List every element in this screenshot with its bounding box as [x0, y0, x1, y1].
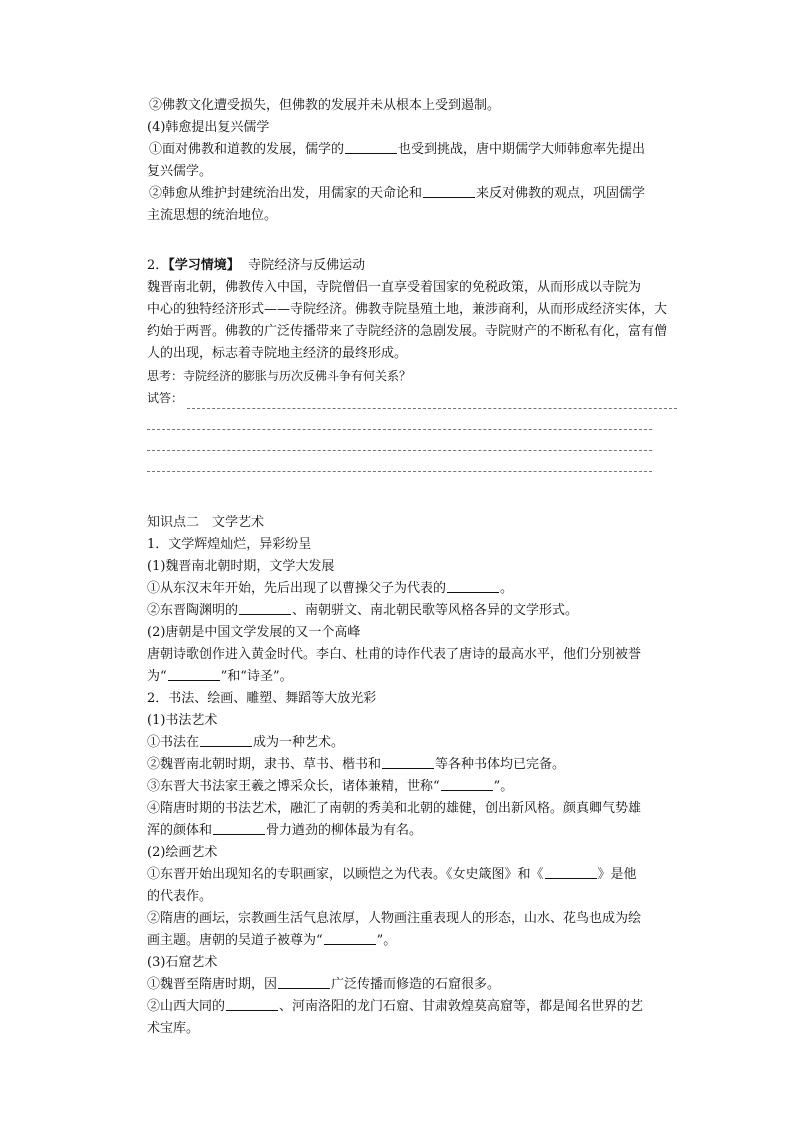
fill-blank[interactable] — [213, 822, 265, 835]
text-segment: 》是他 — [597, 867, 637, 882]
text-segment: 为“ — [147, 669, 167, 684]
section-title: 寺院经济与反佛运动 — [248, 258, 366, 273]
section-heading: 1．文学辉煌灿烂，异彩纷呈 — [147, 537, 312, 552]
text-line — [147, 666, 677, 688]
text-segment: ②韩愈从维护封建统治出发，用儒家的天命论和 — [149, 186, 423, 201]
text-segment: 等各种书体均已完备。 — [435, 757, 566, 772]
text-line — [147, 754, 677, 776]
text-segment: 广泛传播而修造的石窟很多。 — [331, 977, 501, 992]
text-segment: 骨力遒劲的柳体最为有名。 — [266, 823, 423, 838]
text-segment: 、河南洛阳的龙门石窟、甘肃敦煌莫高窟等，都是闻名世界的艺 — [279, 999, 644, 1014]
question: 思考：寺院经济的膨胀与历次反佛斗争有何关系？ — [147, 369, 412, 383]
fill-blank[interactable] — [423, 185, 475, 198]
text-line: 术宝库。 — [147, 1021, 200, 1036]
answer-line[interactable] — [147, 451, 652, 472]
section-heading — [147, 255, 677, 277]
page-content — [147, 95, 677, 1040]
fill-blank[interactable] — [200, 734, 252, 747]
text-segment: 画主题。唐朝的吴道子被尊为“ — [147, 933, 323, 948]
text-line — [147, 776, 677, 798]
fill-blank[interactable] — [168, 668, 220, 681]
text-segment: ②魏晋南北朝时期，隶书、草书、楷书和 — [147, 757, 382, 772]
text-segment: ①书法在 — [147, 735, 200, 750]
text-segment: ”。 — [376, 933, 397, 948]
subsection-heading: (3)石窟艺术 — [147, 955, 218, 970]
fill-blank[interactable] — [447, 580, 499, 593]
fill-blank[interactable] — [278, 976, 330, 989]
text-line — [147, 732, 677, 754]
text-line: ②佛教文化遭受损失，但佛教的发展并未从根本上受到遏制。 — [149, 98, 501, 113]
text-segment: 浑的颜体和 — [147, 823, 213, 838]
text-segment: ③东晋大书法家王羲之博采众长，诸体兼精，世称“ — [147, 779, 440, 794]
text-line: 的代表作。 — [147, 889, 213, 904]
fill-blank[interactable] — [382, 756, 434, 769]
text-segment: ①从东汉末年开始，先后出现了以曹操父子为代表的 — [147, 581, 447, 596]
paragraph-line: 约始于两晋。佛教的广泛传播带来了寺院经济的急剧发展。寺院财产的不断私有化，富有僧 — [147, 324, 668, 339]
text-line: 主流思想的统治地位。 — [147, 208, 278, 223]
text-line: 复兴儒学。 — [147, 164, 213, 179]
paragraph-line: 人的出现，标志着寺院地主经济的最终形成。 — [147, 346, 408, 361]
fill-blank[interactable] — [226, 998, 278, 1011]
text-line: 唐朝诗歌创作进入黄金时代。李白、杜甫的诗作代表了唐诗的最高水平，他们分别被誉 — [147, 647, 642, 662]
subsection-heading: (4)韩愈提出复兴儒学 — [147, 120, 270, 135]
text-segment: 也受到挑战，唐中期儒学大师韩愈率先提出 — [398, 142, 646, 157]
subsection-heading: (2)唐朝是中国文学发展的又一个高峰 — [147, 625, 361, 640]
subsection-heading: (2)绘画艺术 — [147, 845, 218, 860]
subsection-heading: (1)书法艺术 — [147, 713, 218, 728]
text-segment: ”和“诗圣”。 — [220, 669, 293, 684]
text-segment: ②东晋陶渊明的 — [147, 603, 239, 618]
knowledge-point-title: 知识点二 文学艺术 — [147, 515, 265, 530]
text-line: ④隋唐时期的书法艺术，融汇了南朝的秀美和北朝的雄健，创出新风格。颜真卿气势雄 — [147, 801, 642, 816]
text-line — [147, 996, 677, 1018]
answer-row[interactable] — [147, 387, 677, 409]
text-segment: 成为一种艺术。 — [253, 735, 345, 750]
text-segment: ①魏晋至隋唐时期，因 — [147, 977, 278, 992]
section-number: 2． — [147, 258, 169, 273]
fill-blank[interactable] — [239, 602, 291, 615]
text-line — [147, 820, 677, 842]
text-segment: ②山西大同的 — [147, 999, 226, 1014]
text-line: ②隋唐的画坛，宗教画生活气息浓厚，人物画注重表现人的形态，山水、花鸟也成为绘 — [147, 911, 642, 926]
paragraph-line: 魏晋南北朝，佛教传入中国，寺院僧侣一直享受着国家的免税政策，从而形成以寺院为 — [147, 280, 642, 295]
text-line — [147, 578, 677, 600]
text-segment: ①面对佛教和道教的发展，儒学的 — [149, 142, 345, 157]
answer-line[interactable] — [187, 396, 677, 409]
text-line — [147, 864, 677, 886]
text-line — [147, 183, 677, 205]
paragraph-line: 中心的独特经济形式——寺院经济。佛教寺院垦殖土地，兼涉商利，从而形成经济实体，大 — [147, 302, 668, 317]
fill-blank[interactable] — [345, 141, 397, 154]
text-segment: 来反对佛教的观点，巩固儒学 — [476, 186, 646, 201]
section-heading: 2．书法、绘画、雕塑、舞蹈等大放光彩 — [147, 691, 377, 706]
text-line — [147, 139, 677, 161]
text-segment: ”。 — [493, 779, 514, 794]
text-segment: 、南朝骈文、南北朝民歌等风格各异的文学形式。 — [292, 603, 579, 618]
answer-label: 试答： — [147, 391, 184, 405]
text-segment: ①东晋开始出现知名的专职画家，以顾恺之为代表。《女史箴图》和《 — [147, 867, 544, 882]
text-segment: 。 — [500, 581, 514, 596]
text-line — [147, 974, 677, 996]
answer-line[interactable] — [147, 409, 652, 430]
fill-blank[interactable] — [545, 866, 597, 879]
text-line — [147, 600, 677, 622]
text-line — [147, 930, 677, 952]
fill-blank[interactable] — [441, 778, 493, 791]
fill-blank[interactable] — [324, 932, 376, 945]
section-tag: 【学习情境】 — [168, 258, 240, 273]
answer-line[interactable] — [147, 430, 652, 451]
subsection-heading: (1)魏晋南北朝时期，文学大发展 — [147, 559, 335, 574]
